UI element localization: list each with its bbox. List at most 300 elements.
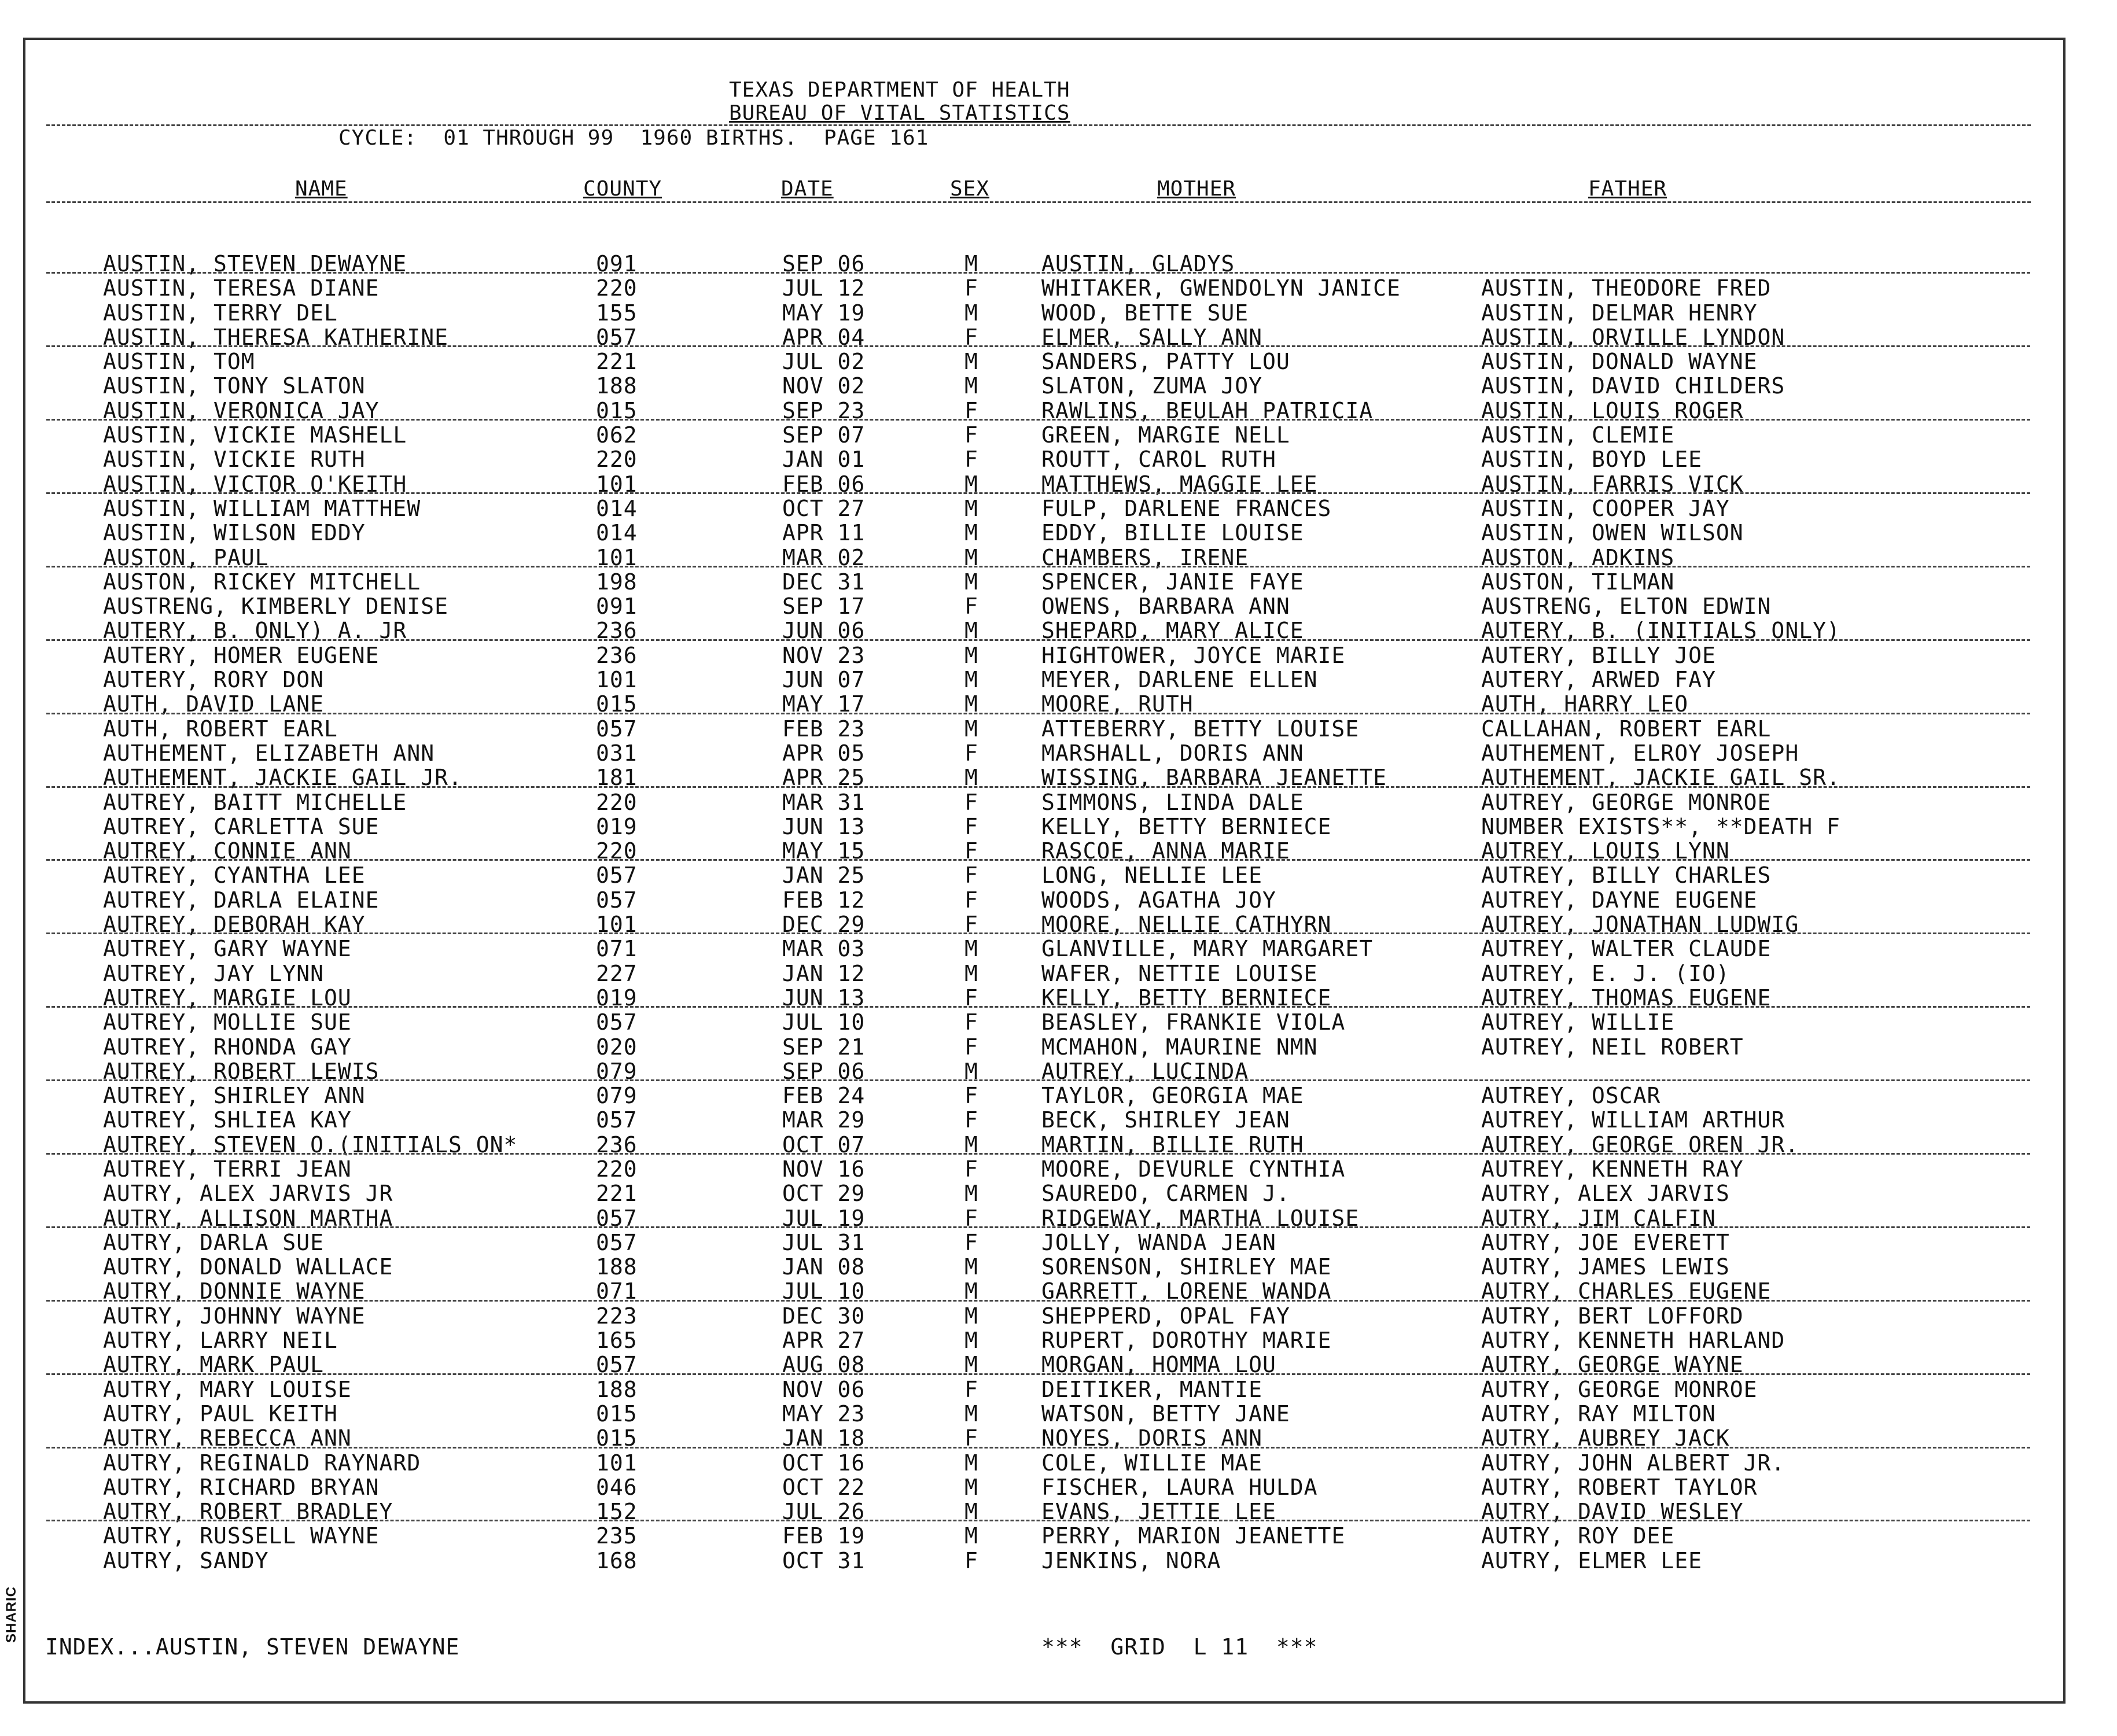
- name-cell: AUTRY, LARRY NEIL: [103, 1328, 338, 1354]
- date-cell: MAR 03: [782, 936, 866, 962]
- county-cell: 019: [596, 813, 638, 839]
- name-cell: AUTREY, SHLIEA KAY: [103, 1107, 352, 1133]
- county-cell: 221: [596, 349, 638, 375]
- father-cell: NUMBER EXISTS**, **DEATH F: [1481, 813, 1840, 839]
- mother-cell: FULP, DARLENE FRANCES: [1041, 495, 1332, 521]
- date-cell: JAN 12: [782, 960, 866, 986]
- table-row: [0, 1279, 2117, 1303]
- county-cell: 071: [596, 1278, 638, 1304]
- county-cell: 079: [596, 1083, 638, 1109]
- name-cell: AUTRY, MARY LOUISE: [103, 1376, 352, 1402]
- county-cell: 188: [596, 1254, 638, 1280]
- mother-cell: SPENCER, JANIE FAYE: [1041, 569, 1304, 595]
- name-cell: AUSTIN, VICTOR O'KEITH: [103, 471, 407, 497]
- mother-cell: MOORE, NELLIE CATHYRN: [1041, 912, 1332, 938]
- sex-cell: M: [964, 1400, 978, 1427]
- mother-cell: ATTEBERRY, BETTY LOUISE: [1041, 716, 1360, 742]
- name-cell: AUTHEMENT, ELIZABETH ANN: [103, 740, 435, 766]
- column-header-rule: [46, 201, 2031, 203]
- mother-cell: RASCOE, ANNA MARIE: [1041, 838, 1290, 864]
- father-cell: AUTRY, RAY MILTON: [1481, 1400, 1716, 1427]
- table-row: [0, 1230, 2117, 1255]
- date-cell: JUN 07: [782, 667, 866, 693]
- mother-cell: DEITIKER, MANTIE: [1041, 1376, 1263, 1402]
- table-row: [0, 1304, 2117, 1328]
- county-cell: 015: [596, 691, 638, 717]
- name-cell: AUTRY, JOHNNY WAYNE: [103, 1303, 366, 1329]
- table-row: [0, 618, 2117, 643]
- table-row: [0, 1475, 2117, 1499]
- name-cell: AUSTIN, THERESA KATHERINE: [103, 324, 448, 350]
- sex-cell: M: [964, 691, 978, 717]
- header-title: TEXAS DEPARTMENT OF HEALTH: [729, 78, 1070, 102]
- sex-cell: M: [964, 495, 978, 521]
- father-cell: AUTRY, ROBERT TAYLOR: [1481, 1474, 1758, 1500]
- table-row: [0, 1377, 2117, 1402]
- father-cell: AUTREY, LOUIS LYNN: [1481, 838, 1730, 864]
- sex-cell: M: [964, 642, 978, 668]
- father-cell: AUTRY, GEORGE WAYNE: [1481, 1352, 1744, 1378]
- county-cell: 236: [596, 618, 638, 644]
- mother-cell: SHEPPERD, OPAL FAY: [1041, 1303, 1290, 1329]
- sex-cell: M: [964, 300, 978, 326]
- column-header-name: NAME: [295, 177, 348, 201]
- father-cell: AUTHEMENT, ELROY JOSEPH: [1481, 740, 1799, 766]
- sex-cell: F: [964, 1425, 978, 1451]
- county-cell: 188: [596, 1376, 638, 1402]
- county-cell: 057: [596, 1107, 638, 1133]
- mother-cell: TAYLOR, GEORGIA MAE: [1041, 1083, 1304, 1109]
- mother-cell: RAWLINS, BEULAH PATRICIA: [1041, 397, 1374, 423]
- county-cell: 031: [596, 740, 638, 766]
- mother-cell: MOORE, RUTH: [1041, 691, 1194, 717]
- date-cell: JUL 12: [782, 275, 866, 301]
- county-cell: 220: [596, 789, 638, 815]
- county-cell: 057: [596, 1229, 638, 1255]
- county-cell: 188: [596, 373, 638, 399]
- date-cell: FEB 19: [782, 1523, 866, 1549]
- name-cell: AUSTIN, TERESA DIANE: [103, 275, 380, 301]
- table-row: [0, 961, 2117, 986]
- table-row: [0, 765, 2117, 790]
- table-row: [0, 521, 2117, 545]
- father-cell: AUTREY, BILLY CHARLES: [1481, 863, 1772, 889]
- father-cell: AUTRY, AUBREY JACK: [1481, 1425, 1730, 1451]
- name-cell: AUTREY, DARLA ELAINE: [103, 887, 380, 913]
- father-cell: AUSTON, TILMAN: [1481, 569, 1675, 595]
- date-cell: DEC 29: [782, 912, 866, 938]
- father-cell: AUSTIN, BOYD LEE: [1481, 447, 1703, 473]
- date-cell: JUL 31: [782, 1229, 866, 1255]
- name-cell: AUTRY, ALLISON MARTHA: [103, 1205, 393, 1231]
- date-cell: JUL 02: [782, 349, 866, 375]
- name-cell: AUTRY, ROBERT BRADLEY: [103, 1499, 393, 1525]
- name-cell: AUTREY, DEBORAH KAY: [103, 912, 366, 938]
- date-cell: JUL 26: [782, 1499, 866, 1525]
- mother-cell: KELLY, BETTY BERNIECE: [1041, 813, 1332, 839]
- father-cell: AUTRY, KENNETH HARLAND: [1481, 1328, 1785, 1354]
- table-row: [0, 1157, 2117, 1181]
- sex-cell: M: [964, 1450, 978, 1476]
- father-cell: AUTRY, GEORGE MONROE: [1481, 1376, 1758, 1402]
- date-cell: JUL 19: [782, 1205, 866, 1231]
- county-cell: 057: [596, 1205, 638, 1231]
- sex-cell: M: [964, 1523, 978, 1549]
- mother-cell: WOODS, AGATHA JOY: [1041, 887, 1276, 913]
- name-cell: AUSTIN, WILLIAM MATTHEW: [103, 495, 421, 521]
- mother-cell: SANDERS, PATTY LOU: [1041, 349, 1290, 375]
- county-cell: 057: [596, 324, 638, 350]
- date-cell: MAR 31: [782, 789, 866, 815]
- father-cell: AUTRY, DAVID WESLEY: [1481, 1499, 1744, 1525]
- date-cell: NOV 06: [782, 1376, 866, 1402]
- table-row: [0, 301, 2117, 325]
- table-row: [0, 423, 2117, 447]
- table-row: [0, 1524, 2117, 1548]
- name-cell: AUTRY, PAUL KEITH: [103, 1400, 338, 1427]
- mother-cell: HIGHTOWER, JOYCE MARIE: [1041, 642, 1346, 668]
- county-cell: 071: [596, 936, 638, 962]
- name-cell: AUTERY, B. ONLY) A. JR: [103, 618, 407, 644]
- county-cell: 014: [596, 495, 638, 521]
- sex-cell: F: [964, 863, 978, 889]
- date-cell: JUN 06: [782, 618, 866, 644]
- county-cell: 220: [596, 447, 638, 473]
- name-cell: AUTREY, BAITT MICHELLE: [103, 789, 407, 815]
- cycle-line: CYCLE: 01 THROUGH 99 1960 BIRTHS. PAGE 161: [338, 126, 929, 150]
- mother-cell: KELLY, BETTY BERNIECE: [1041, 985, 1332, 1011]
- county-cell: 091: [596, 251, 638, 277]
- date-cell: MAY 15: [782, 838, 866, 864]
- mother-cell: MCMAHON, MAURINE NMN: [1041, 1034, 1318, 1060]
- father-cell: AUTREY, WILLIAM ARTHUR: [1481, 1107, 1785, 1133]
- mother-cell: GARRETT, LORENE WANDA: [1041, 1278, 1332, 1304]
- sex-cell: M: [964, 373, 978, 399]
- table-row: [0, 1352, 2117, 1377]
- sex-cell: M: [964, 471, 978, 497]
- name-cell: AUTRY, MARK PAUL: [103, 1352, 325, 1378]
- name-cell: AUSTIN, VICKIE MASHELL: [103, 422, 407, 448]
- table-row: [0, 546, 2117, 570]
- father-cell: AUTRY, JIM CALFIN: [1481, 1205, 1716, 1231]
- table-row: [0, 912, 2117, 937]
- father-cell: AUTRY, ELMER LEE: [1481, 1547, 1703, 1573]
- date-cell: MAR 02: [782, 544, 866, 570]
- name-cell: AUTREY, MOLLIE SUE: [103, 1009, 352, 1035]
- name-cell: AUTRY, REGINALD RAYNARD: [103, 1450, 421, 1476]
- father-cell: AUTREY, WILLIE: [1481, 1009, 1675, 1035]
- county-cell: 101: [596, 667, 638, 693]
- mother-cell: MEYER, DARLENE ELLEN: [1041, 667, 1318, 693]
- name-cell: AUTRY, ALEX JARVIS JR: [103, 1181, 393, 1207]
- mother-cell: OWENS, BARBARA ANN: [1041, 594, 1290, 620]
- father-cell: AUTREY, DAYNE EUGENE: [1481, 887, 1758, 913]
- sex-cell: M: [964, 1058, 978, 1084]
- mother-cell: ELMER, SALLY ANN: [1041, 324, 1263, 350]
- sex-cell: M: [964, 667, 978, 693]
- mother-cell: SORENSON, SHIRLEY MAE: [1041, 1254, 1332, 1280]
- table-row: [0, 1108, 2117, 1132]
- sex-cell: F: [964, 594, 978, 620]
- mother-cell: MATTHEWS, MAGGIE LEE: [1041, 471, 1318, 497]
- county-cell: 014: [596, 520, 638, 546]
- date-cell: DEC 31: [782, 569, 866, 595]
- table-row: [0, 1255, 2117, 1279]
- name-cell: AUSTIN, TONY SLATON: [103, 373, 366, 399]
- sex-cell: M: [964, 569, 978, 595]
- date-cell: SEP 17: [782, 594, 866, 620]
- mother-cell: RUPERT, DOROTHY MARIE: [1041, 1328, 1332, 1354]
- father-cell: AUTREY, E. J. (IO): [1481, 960, 1730, 986]
- column-header-sex: SEX: [950, 177, 990, 201]
- father-cell: AUTRY, JOHN ALBERT JR.: [1481, 1450, 1785, 1476]
- county-cell: 057: [596, 1009, 638, 1035]
- mother-cell: AUSTIN, GLADYS: [1041, 251, 1235, 277]
- date-cell: JAN 08: [782, 1254, 866, 1280]
- father-cell: AUTREY, GEORGE OREN JR.: [1481, 1131, 1799, 1158]
- county-cell: 101: [596, 471, 638, 497]
- sex-cell: M: [964, 618, 978, 644]
- footer-grid: *** GRID L 11 ***: [1041, 1634, 1318, 1660]
- sex-cell: M: [964, 1352, 978, 1378]
- father-cell: AUTREY, KENNETH RAY: [1481, 1156, 1744, 1182]
- sex-cell: F: [964, 1107, 978, 1133]
- sex-cell: M: [964, 1328, 978, 1354]
- mother-cell: GREEN, MARGIE NELL: [1041, 422, 1290, 448]
- father-cell: AUSTON, ADKINS: [1481, 544, 1675, 570]
- father-cell: AUSTIN, DELMAR HENRY: [1481, 300, 1758, 326]
- name-cell: AUTERY, HOMER EUGENE: [103, 642, 380, 668]
- father-cell: CALLAHAN, ROBERT EARL: [1481, 716, 1772, 742]
- county-cell: 220: [596, 1156, 638, 1182]
- name-cell: AUSTIN, WILSON EDDY: [103, 520, 366, 546]
- date-cell: OCT 31: [782, 1547, 866, 1573]
- date-cell: JUN 13: [782, 985, 866, 1011]
- mother-cell: WATSON, BETTY JANE: [1041, 1400, 1290, 1427]
- sex-cell: F: [964, 1205, 978, 1231]
- table-row: [0, 447, 2117, 471]
- table-row: [0, 692, 2117, 716]
- name-cell: AUSTIN, TOM: [103, 349, 255, 375]
- sex-cell: F: [964, 838, 978, 864]
- table-row: [0, 1083, 2117, 1108]
- mother-cell: AUTREY, LUCINDA: [1041, 1058, 1249, 1084]
- father-cell: AUSTRENG, ELTON EDWIN: [1481, 594, 1772, 620]
- table-row: [0, 1035, 2117, 1059]
- county-cell: 057: [596, 1352, 638, 1378]
- date-cell: OCT 16: [782, 1450, 866, 1476]
- table-row: [0, 814, 2117, 839]
- date-cell: SEP 06: [782, 1058, 866, 1084]
- county-cell: 168: [596, 1547, 638, 1573]
- table-row: [0, 325, 2117, 349]
- father-cell: AUTRY, BERT LOFFORD: [1481, 1303, 1744, 1329]
- mother-cell: BEASLEY, FRANKIE VIOLA: [1041, 1009, 1346, 1035]
- mother-cell: SHEPARD, MARY ALICE: [1041, 618, 1304, 644]
- mother-cell: WOOD, BETTE SUE: [1041, 300, 1249, 326]
- date-cell: JAN 18: [782, 1425, 866, 1451]
- mother-cell: SLATON, ZUMA JOY: [1041, 373, 1263, 399]
- mother-cell: NOYES, DORIS ANN: [1041, 1425, 1263, 1451]
- sex-cell: F: [964, 1376, 978, 1402]
- name-cell: AUTREY, JAY LYNN: [103, 960, 325, 986]
- name-cell: AUSTIN, VERONICA JAY: [103, 397, 380, 423]
- mother-cell: LONG, NELLIE LEE: [1041, 863, 1263, 889]
- sex-cell: M: [964, 1499, 978, 1525]
- sex-cell: M: [964, 1278, 978, 1304]
- date-cell: OCT 27: [782, 495, 866, 521]
- father-cell: AUTREY, NEIL ROBERT: [1481, 1034, 1744, 1060]
- date-cell: MAY 17: [782, 691, 866, 717]
- father-cell: AUTRY, ROY DEE: [1481, 1523, 1675, 1549]
- father-cell: AUTERY, B. (INITIALS ONLY): [1481, 618, 1840, 644]
- date-cell: SEP 23: [782, 397, 866, 423]
- county-cell: 181: [596, 765, 638, 791]
- name-cell: AUTREY, STEVEN O.(INITIALS ON*: [103, 1131, 518, 1158]
- county-cell: 235: [596, 1523, 638, 1549]
- name-cell: AUTRY, RICHARD BRYAN: [103, 1474, 380, 1500]
- sex-cell: F: [964, 397, 978, 423]
- county-cell: 057: [596, 863, 638, 889]
- name-cell: AUSTIN, TERRY DEL: [103, 300, 338, 326]
- sex-cell: F: [964, 1034, 978, 1060]
- county-cell: 236: [596, 1131, 638, 1158]
- sex-cell: M: [964, 349, 978, 375]
- mother-cell: JENKINS, NORA: [1041, 1547, 1221, 1573]
- father-cell: AUTREY, JONATHAN LUDWIG: [1481, 912, 1799, 938]
- father-cell: AUTREY, THOMAS EUGENE: [1481, 985, 1772, 1011]
- sex-cell: F: [964, 1229, 978, 1255]
- county-cell: 236: [596, 642, 638, 668]
- date-cell: APR 11: [782, 520, 866, 546]
- column-header-county: COUNTY: [583, 177, 662, 201]
- county-cell: 019: [596, 985, 638, 1011]
- county-cell: 155: [596, 300, 638, 326]
- father-cell: AUTHEMENT, JACKIE GAIL SR.: [1481, 765, 1840, 791]
- table-row: [0, 863, 2117, 887]
- name-cell: AUTRY, DONALD WALLACE: [103, 1254, 393, 1280]
- table-row: [0, 790, 2117, 814]
- county-cell: 057: [596, 716, 638, 742]
- county-cell: 079: [596, 1058, 638, 1084]
- name-cell: AUTREY, SHIRLEY ANN: [103, 1083, 366, 1109]
- county-cell: 015: [596, 1425, 638, 1451]
- sex-cell: F: [964, 275, 978, 301]
- date-cell: MAR 29: [782, 1107, 866, 1133]
- records-table: [0, 252, 2117, 1573]
- table-row: [0, 1059, 2117, 1083]
- date-cell: FEB 24: [782, 1083, 866, 1109]
- table-row: [0, 374, 2117, 398]
- table-row: [0, 1133, 2117, 1157]
- table-row: [0, 349, 2117, 374]
- name-cell: AUTREY, RHONDA GAY: [103, 1034, 352, 1060]
- date-cell: OCT 29: [782, 1181, 866, 1207]
- sex-cell: F: [964, 1009, 978, 1035]
- sex-cell: M: [964, 716, 978, 742]
- sex-cell: M: [964, 1181, 978, 1207]
- mother-cell: MOORE, DEVURLE CYNTHIA: [1041, 1156, 1346, 1182]
- footer-index: INDEX...AUSTIN, STEVEN DEWAYNE: [45, 1634, 460, 1660]
- mother-cell: FISCHER, LAURA HULDA: [1041, 1474, 1318, 1500]
- name-cell: AUTRY, RUSSELL WAYNE: [103, 1523, 380, 1549]
- father-cell: AUTERY, ARWED FAY: [1481, 667, 1716, 693]
- father-cell: AUTH, HARRY LEO: [1481, 691, 1689, 717]
- father-cell: AUTRY, JOE EVERETT: [1481, 1229, 1730, 1255]
- sex-cell: F: [964, 1156, 978, 1182]
- name-cell: AUTH, ROBERT EARL: [103, 716, 338, 742]
- father-cell: AUTERY, BILLY JOE: [1481, 642, 1716, 668]
- name-cell: AUTRY, REBECCA ANN: [103, 1425, 352, 1451]
- table-row: [0, 1451, 2117, 1475]
- date-cell: OCT 07: [782, 1131, 866, 1158]
- date-cell: NOV 02: [782, 373, 866, 399]
- name-cell: AUTHEMENT, JACKIE GAIL JR.: [103, 765, 462, 791]
- county-cell: 015: [596, 397, 638, 423]
- date-cell: FEB 12: [782, 887, 866, 913]
- date-cell: APR 27: [782, 1328, 866, 1354]
- mother-cell: WHITAKER, GWENDOLYN JANICE: [1041, 275, 1401, 301]
- mother-cell: RIDGEWAY, MARTHA LOUISE: [1041, 1205, 1360, 1231]
- date-cell: JUN 13: [782, 813, 866, 839]
- county-cell: 223: [596, 1303, 638, 1329]
- name-cell: AUTREY, CARLETTA SUE: [103, 813, 380, 839]
- name-cell: AUTREY, CYANTHA LEE: [103, 863, 366, 889]
- date-cell: NOV 16: [782, 1156, 866, 1182]
- father-cell: AUSTIN, COOPER JAY: [1481, 495, 1730, 521]
- sex-cell: F: [964, 1547, 978, 1573]
- sex-cell: M: [964, 544, 978, 570]
- sex-cell: F: [964, 813, 978, 839]
- mother-cell: MORGAN, HOMMA LOU: [1041, 1352, 1276, 1378]
- father-cell: AUTRY, JAMES LEWIS: [1481, 1254, 1730, 1280]
- county-cell: 091: [596, 594, 638, 620]
- date-cell: APR 04: [782, 324, 866, 350]
- mother-cell: COLE, WILLIE MAE: [1041, 1450, 1263, 1476]
- name-cell: AUTERY, RORY DON: [103, 667, 325, 693]
- county-cell: 198: [596, 569, 638, 595]
- column-header-mother: MOTHER: [1157, 177, 1236, 201]
- father-cell: AUTRY, ALEX JARVIS: [1481, 1181, 1730, 1207]
- header-subtitle: BUREAU OF VITAL STATISTICS: [729, 101, 1070, 125]
- father-cell: AUTREY, GEORGE MONROE: [1481, 789, 1772, 815]
- date-cell: MAY 23: [782, 1400, 866, 1427]
- sex-cell: M: [964, 520, 978, 546]
- father-cell: AUSTIN, CLEMIE: [1481, 422, 1675, 448]
- table-row: [0, 496, 2117, 521]
- date-cell: JAN 01: [782, 447, 866, 473]
- sex-cell: M: [964, 1131, 978, 1158]
- name-cell: AUSTRENG, KIMBERLY DENISE: [103, 594, 448, 620]
- date-cell: OCT 22: [782, 1474, 866, 1500]
- father-cell: AUSTIN, OWEN WILSON: [1481, 520, 1744, 546]
- date-cell: DEC 30: [782, 1303, 866, 1329]
- sex-cell: F: [964, 887, 978, 913]
- date-cell: JAN 25: [782, 863, 866, 889]
- mother-cell: SIMMONS, LINDA DALE: [1041, 789, 1304, 815]
- table-row: [0, 839, 2117, 863]
- mother-cell: WISSING, BARBARA JEANETTE: [1041, 765, 1387, 791]
- table-row: [0, 741, 2117, 765]
- side-label: SHARIC: [3, 1586, 19, 1643]
- sex-cell: F: [964, 985, 978, 1011]
- father-cell: AUSTIN, DONALD WAYNE: [1481, 349, 1758, 375]
- table-row: [0, 1181, 2117, 1206]
- table-row: [0, 717, 2117, 741]
- table-row: [0, 252, 2117, 276]
- county-cell: 062: [596, 422, 638, 448]
- sex-cell: F: [964, 912, 978, 938]
